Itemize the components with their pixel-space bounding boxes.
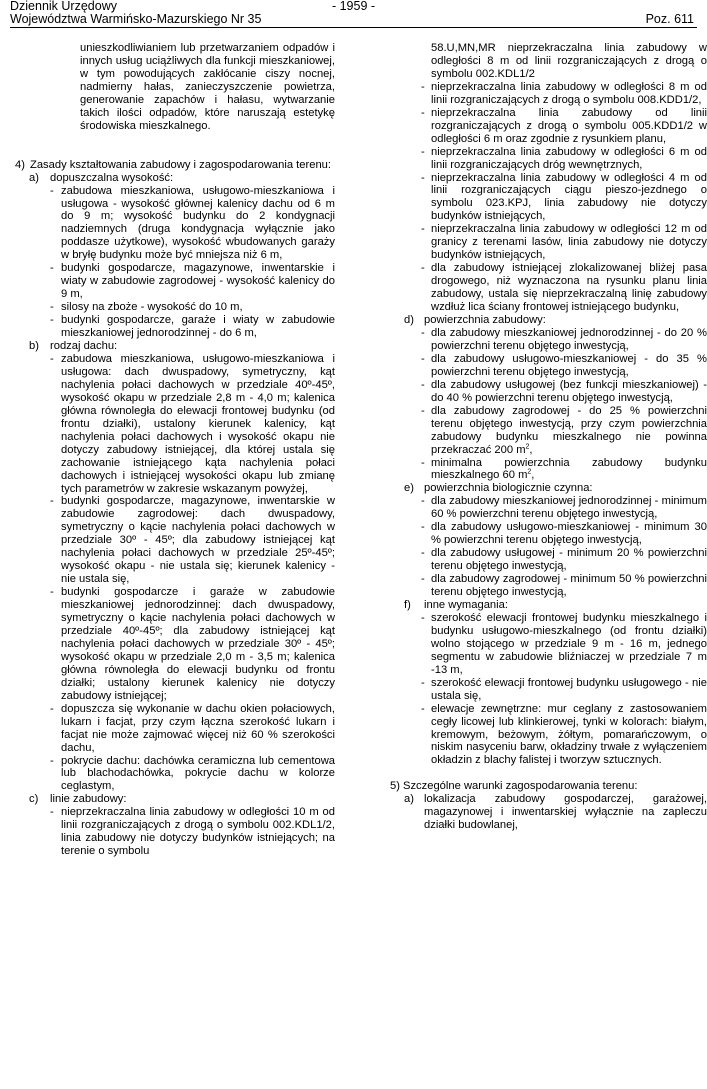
- list-item: - budynki gospodarcze, magazynowe, inwentarskie w zabudowie zagrodowej: dach dwuspadowy, symetryczny o kącie nachylenia połaci dachowych w przedziale 30º - 45º; dla zabudowy istniejącej kąt nachylenia połaci dachowych w przedziale 25º-45º; wysokość okapu - nie ustala się; kierunek kalenicy - nie ustala się,: [50, 495, 335, 586]
- page-header: [0, 0, 707, 27]
- list-item: - nieprzekraczalna linia zabudowy w odległości 10 m od linii rozgraniczających z drogą o symbolu 002.KDL1/2, linia zabudowy nie dotyczy budynków istniejących; na terenie o symbolu: [50, 806, 335, 858]
- list-item: - zabudowa mieszkaniowa, usługowo-mieszkaniowa i usługowa - wysokość głównej kalenicy dachu od 6 m do 9 m; wysokość budynku do 2 kondygnacji nadziemnych (druga kondygnacja wyłącznie jako poddasze użytkowe), wysokość wbudowanych garaży w bryłę budynku może być mniejsza niż 6 m,: [50, 184, 335, 262]
- subsection-title: linie zabudowy:: [50, 793, 127, 806]
- list-item: - zabudowa mieszkaniowa, usługowo-mieszkaniowa i usługowa: dach dwuspadowy, symetryczny, kąt nachylenia połaci dachowych w przedziale 40º-45º, wysokość okapu w przedziale 2,8 m - 4,0 m; kalenica główna równoległa do elewacji frontowej budynku (od frontu działki), ustalony kierunek kalenicy, kąt nachylenia połaci dachowych i wysokość okapu nie dotyczy zabudowy istniejącej, dla której ustala się zachowanie istniejącego kąta nachylenia połaci dachowych i istniejącej wysokości okapu lub zmianę tych parametrów w zakresie wskazanym powyżej,: [50, 352, 335, 495]
- subsection-title: rodzaj dachu:: [50, 340, 118, 353]
- list-item: - dla zabudowy usługowo-mieszkaniowej - do 35 % powierzchni terenu objętego inwestycją,: [421, 352, 707, 378]
- list-item: - dla zabudowy mieszkaniowej jednorodzinnej - do 20 % powierzchni terenu objętego inwestycją,: [421, 326, 707, 352]
- list-d: [376, 327, 707, 482]
- list-item: - nieprzekraczalna linia zabudowy od linii rozgraniczających z drogą o symbolu 005.KDD1/2 w odległości 6 m oraz zgodnie z rysunkiem planu,: [421, 106, 707, 145]
- subsection-e: [404, 482, 707, 495]
- list-e: [376, 495, 707, 599]
- paragraph-continuation: unieszkodliwianiem lub przetwarzaniem odpadów i innych usług uciążliwych dla funkcji mieszkaniowej, w tym powodujących zakłócanie ciszy nocnej, nadmierny hałas, zanieczyszczenie powietrza, generowanie zapachów i hałasu, wytwarzanie takich ilości odpadów, które naruszają estetykę środowiska mieszkalnego.: [80, 42, 335, 132]
- right-column: [376, 42, 707, 832]
- subsection-text: lokalizacja zabudowy gospodarczej, garażowej, magazynowej i inwentarskiej wyłącznie na zapleczu działki budowlanej,: [424, 793, 707, 832]
- list-c-continued: [376, 81, 707, 314]
- list-item: - dla zabudowy usługowej - minimum 20 % powierzchni terenu objętego inwestycją,: [421, 547, 707, 573]
- subsection-title: powierzchnia zabudowy:: [424, 314, 546, 327]
- left-column: [0, 42, 349, 858]
- subsection-a: [29, 172, 349, 185]
- subsection-f: [404, 599, 707, 612]
- subsection-a: [404, 793, 707, 832]
- subsection-title: inne wymagania:: [424, 598, 508, 611]
- subsection-title: dopuszczalna wysokość:: [50, 171, 174, 184]
- section-number: 5): [390, 780, 400, 793]
- list-item: - dopuszcza się wykonanie w dachu okien połaciowych, lukarn i facjat, przy czym łączna szerokość lukarn i facjat nie może zajmować więcej niż 60 % szerokości dachu,: [50, 702, 335, 754]
- position-number: Poz. 611: [645, 12, 694, 26]
- page-number: - 1959 -: [331, 0, 376, 13]
- subsection-d: [404, 314, 707, 327]
- list-item: - dla zabudowy mieszkaniowej jednorodzinnej - minimum 60 % powierzchni terenu objętego inwestycją,: [421, 495, 707, 521]
- section-title: Zasady kształtowania zabudowy i zagospodarowania terenu:: [30, 158, 331, 171]
- list-item: - nieprzekraczalna linia zabudowy w odległości 12 m od granicy z terenami lasów, linia zabudowy nie dotyczy budynków istniejących,: [421, 223, 707, 262]
- header-rule: [10, 27, 697, 28]
- subsection-marker: b): [29, 340, 39, 353]
- subsection-marker: f): [404, 598, 411, 611]
- journal-title: Dziennik Urzędowy: [10, 0, 117, 13]
- subsection-b: [29, 340, 349, 353]
- list-b: [0, 353, 349, 793]
- list-item: - dla zabudowy zagrodowej - do 25 % powierzchni terenu objętego inwestycją, przy czym powierzchnia zabudowy budynku mieszkalnego nie powinna przekraczać 200 $m^2$,: [421, 404, 707, 456]
- subsection-title: powierzchnia biologicznie czynna:: [424, 482, 593, 495]
- list-a: [0, 185, 349, 340]
- list-item: - nieprzekraczalna linia zabudowy w odległości 8 m od linii rozgraniczających z drogą o symbolu 008.KDD1/2,: [421, 80, 707, 106]
- list-item: - nieprzekraczalna linia zabudowy w odległości 6 m od linii rozgraniczających dróg wewnętrznych,: [421, 145, 707, 171]
- list-item: - pokrycie dachu: dachówka ceramiczna lub cementowa lub blachodachówka, pokrycie dachu w kolorze ceglastym,: [50, 754, 335, 793]
- section-title: Szczególne warunki zagospodarowania terenu:: [403, 780, 638, 793]
- section-4: [15, 159, 349, 172]
- list-item: - dla zabudowy usługowo-mieszkaniowej - minimum 30 % powierzchni terenu objętego inwestycją,: [421, 521, 707, 547]
- list-item: - dla zabudowy zagrodowej - minimum 50 % powierzchni terenu objętego inwestycją,: [421, 573, 707, 599]
- list-item: - budynki gospodarcze, garaże i wiaty w zabudowie mieszkaniowej jednorodzinnej - do 6 m,: [50, 314, 335, 340]
- list-item: - budynki gospodarcze, magazynowe, inwentarskie i wiaty w zabudowie zagrodowej - wysokość kalenicy do 9 m,: [50, 262, 335, 301]
- list-f: [376, 612, 707, 767]
- section-5: [390, 780, 707, 793]
- subsection-marker: a): [29, 171, 39, 184]
- journal-issue: Województwa Warmińsko-Mazurskiego Nr 35: [10, 12, 262, 26]
- list-item: - silosy na zboże - wysokość do 10 m,: [50, 301, 243, 314]
- paragraph-continuation: 58.U,MN,MR nieprzekraczalna linia zabudowy w odległości 8 m od linii rozgraniczających z drogą o symbolu 002.KDL1/2: [431, 42, 707, 80]
- list-item: - minimalna powierzchnia zabudowy budynku mieszkalnego 60 $m^2$,: [421, 456, 707, 482]
- list-item: - nieprzekraczalna linia zabudowy w odległości 4 m od linii rozgraniczających ciągu pieszo-jezdnego o symbolu 023.KPJ, linia zabudowy nie dotyczy budynków istniejących,: [421, 171, 707, 223]
- list-item: - elewacje zewnętrzne: mur ceglany z zastosowaniem cegły licowej lub klinkierowej, tynki w kolorach: białym, kremowym, beżowym, żółtym, pomarańczowym, o niskim nasyceniu barw, okładziny trwałe z wyłączeniem okładzin z blachy falistej i tworzyw sztucznych.: [421, 702, 707, 767]
- subsection-marker: a): [404, 793, 414, 806]
- list-item: - dla zabudowy istniejącej zlokalizowanej bliżej pasa drogowego, niż wyznaczona na rysunku planu linia zabudowy, ustala się nieprzekraczalną linię zabudowy wzdłuż lica ściany frontowej istniejącego budynku,: [421, 262, 707, 314]
- list-item: - dla zabudowy usługowej (bez funkcji mieszkaniowej) - do 40 % powierzchni terenu objętego inwestycją,: [421, 378, 707, 404]
- subsection-marker: e): [404, 482, 414, 495]
- section-number: 4): [15, 158, 25, 171]
- list-item: - szerokość elewacji frontowej budynku mieszkalnego i budynku usługowo-mieszkalnego (od frontu działki) wolno stojącego w przedziale 9 m - 16 m, jednego segmentu w zabudowie bliźniaczej w przedziale 7 m -13 m,: [421, 611, 707, 676]
- list-item: - szerokość elewacji frontowej budynku usługowego - nie ustala się,: [421, 676, 707, 702]
- subsection-marker: c): [29, 793, 39, 806]
- list-item: - budynki gospodarcze i garaże w zabudowie mieszkaniowej jednorodzinnej: dach dwuspadowy, symetryczny o kącie nachylenia połaci dachowych w przedziale 40º-45º; dla zabudowy istniejącej kąt nachylenia połaci dachowych w przedziale 30º - 45º; wysokość okapu w przedziale 2,0 m - 3,5 m; kalenica główna równoległa do elewacji budynku od frontu działki; ustalony kierunek kalenicy nie dotyczy zabudowy istniejącej;: [50, 586, 335, 702]
- subsection-c: [29, 793, 349, 806]
- subsection-marker: d): [404, 314, 414, 327]
